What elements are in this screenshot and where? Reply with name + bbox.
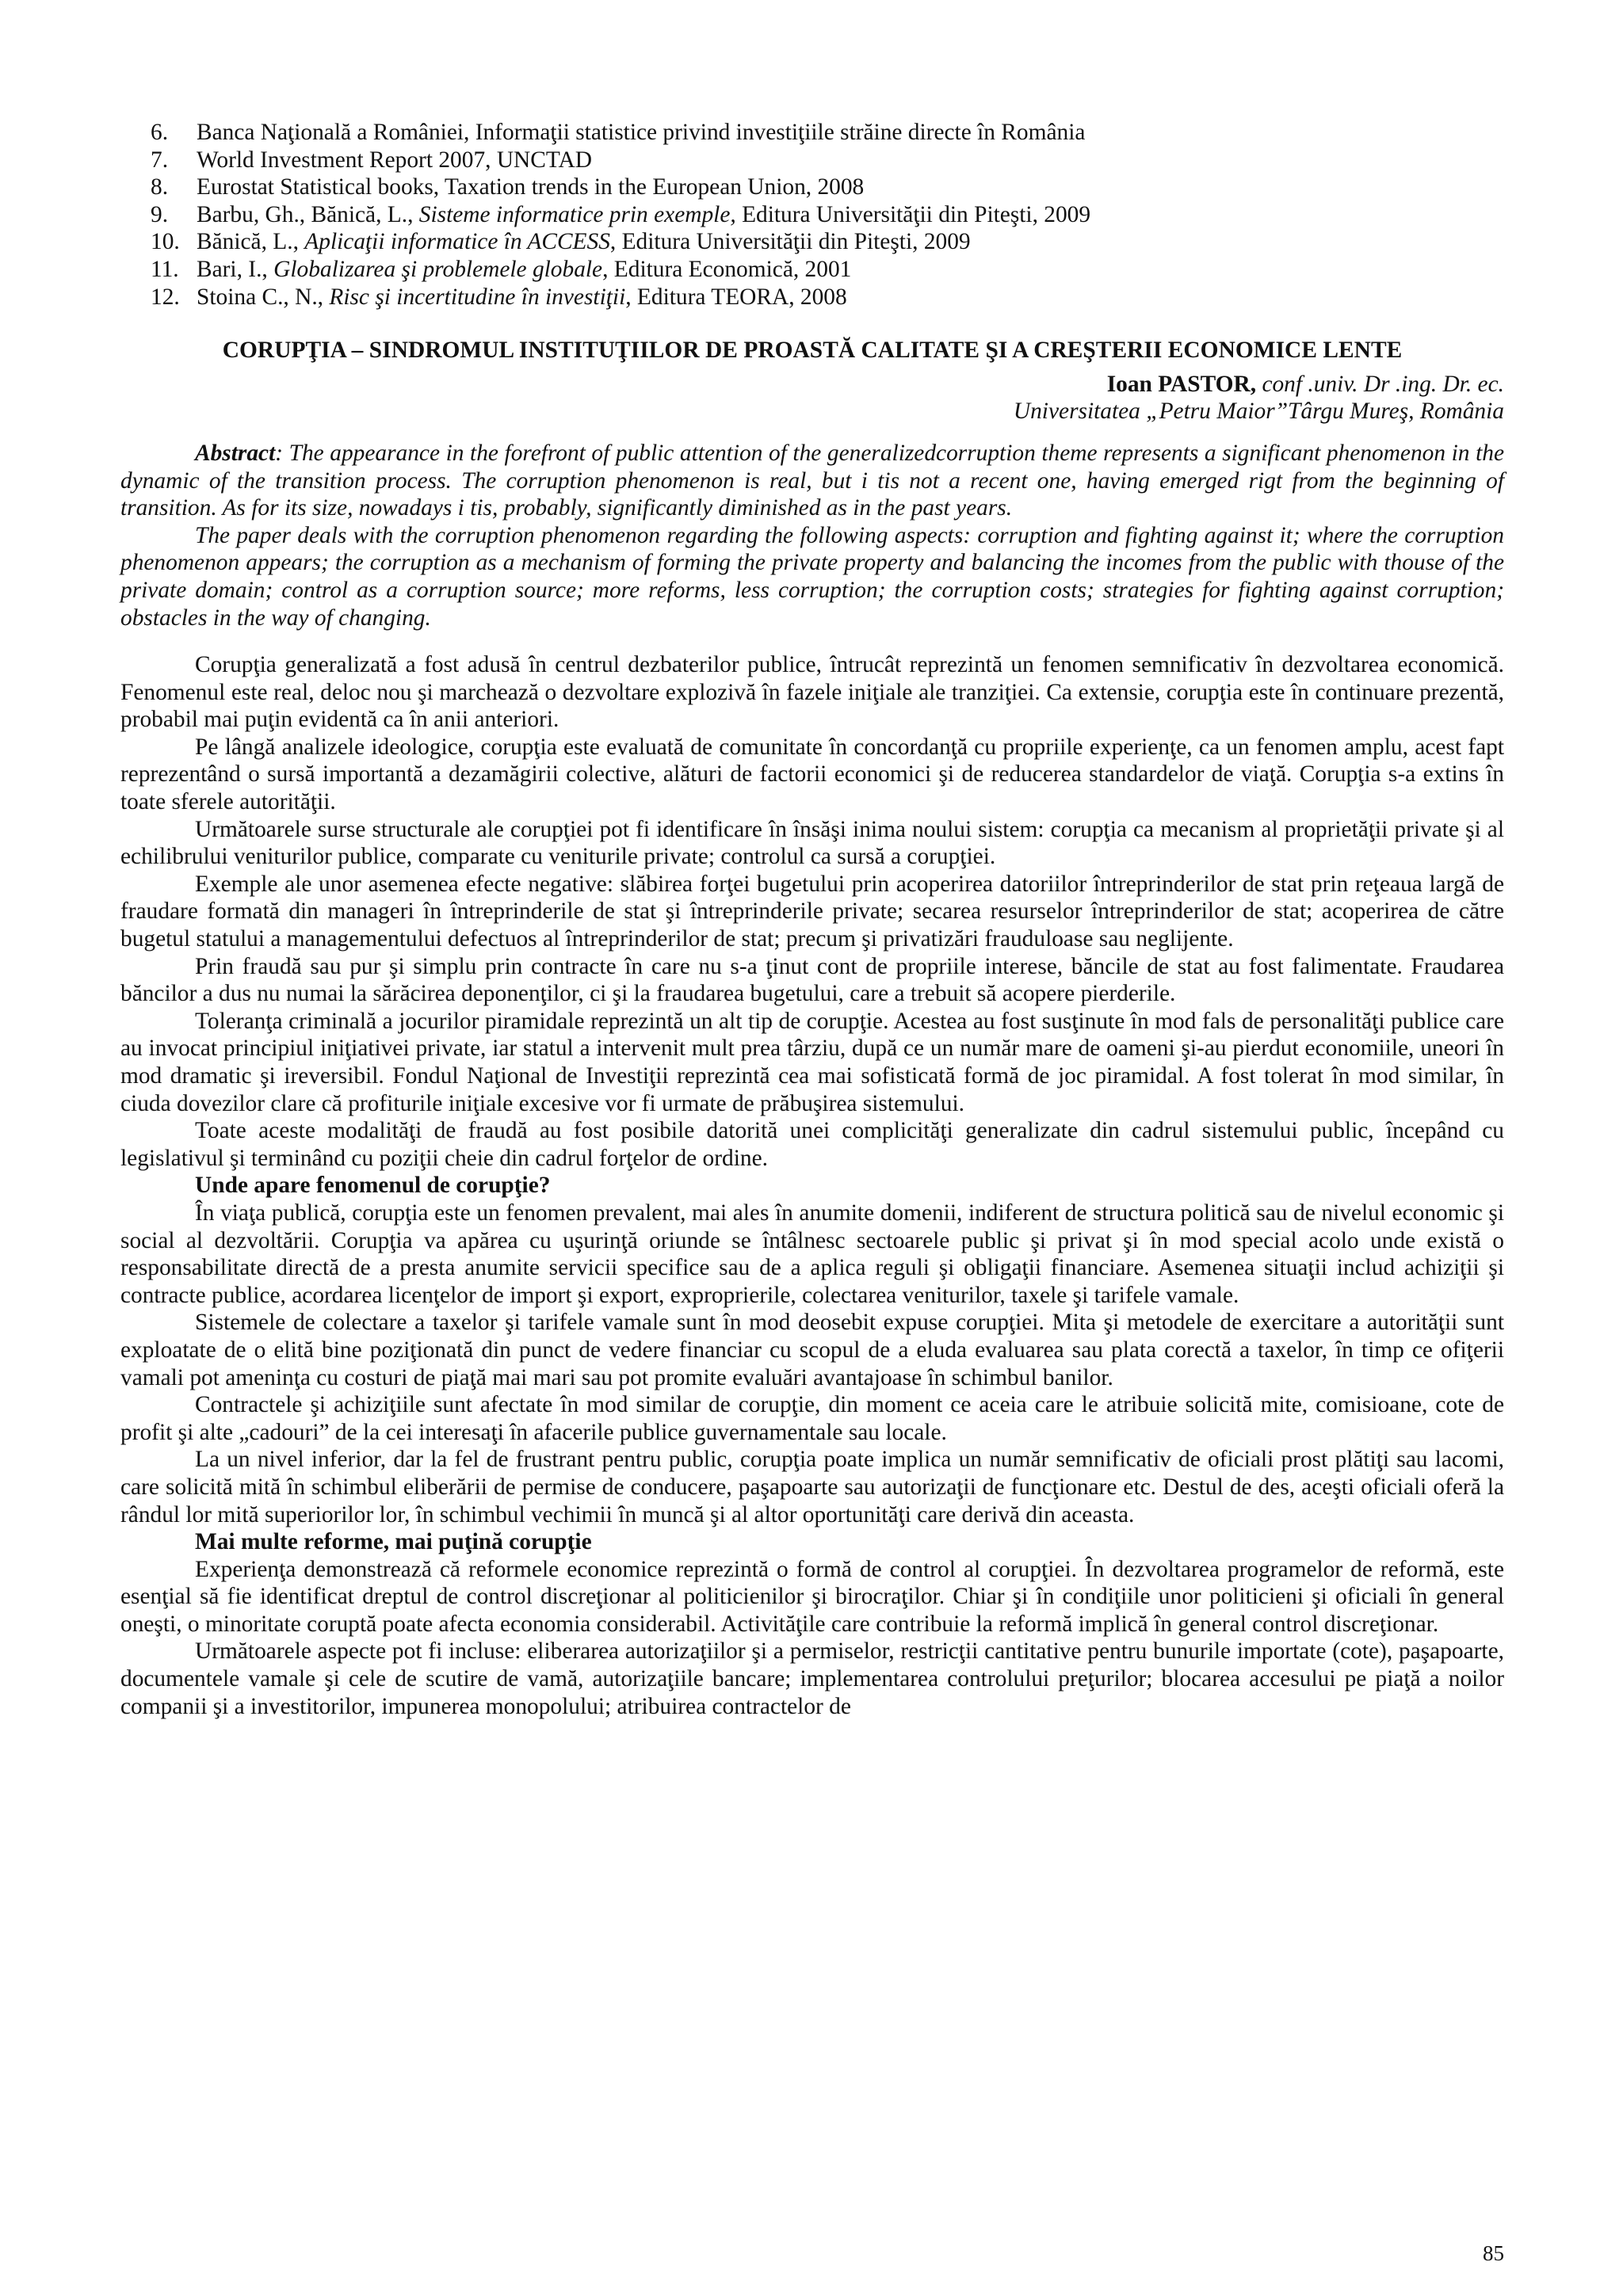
reference-title: Aplicaţii informatice în ACCESS [304, 229, 610, 255]
reference-number: 8. [151, 174, 169, 200]
author-rank: conf .univ. Dr .ing. Dr. ec. [1256, 371, 1504, 397]
reference-item [120, 256, 1504, 284]
reference-authors: Bănică, L., [197, 229, 305, 255]
reference-number: 6. [151, 120, 169, 145]
reference-number: 10. [151, 229, 180, 255]
article-body [120, 651, 1504, 1720]
reference-item [120, 147, 1504, 174]
reference-publisher: , Editura Universităţii din Piteşti, 2009 [609, 229, 971, 255]
reference-item [120, 284, 1504, 311]
reference-title: Risc şi incertitudine în investiţii [329, 284, 626, 310]
author-line [120, 371, 1504, 399]
body-paragraph: Sistemele de colectare a taxelor şi tarifele vamale sunt în mod deosebit expuse corupţiei. Mita şi metodele de exercitare a autorităţii sunt exploatate de o elită bine poziţionată din punct de vedere financiar cu scopul de a eluda evaluarea sau plata corectă a taxelor, în timp ce ofiţerii vamali pot ameninţa cu costuri de piaţă mai mari sau pot promite evaluări avantajoase în schimbul banilor. [120, 1310, 1504, 1390]
body-paragraph: Toleranţa criminală a jocurilor piramidale reprezintă un alt tip de corupţie. Acestea au fost susţinute în mod fals de personalităţi publice care au invocat principiul iniţiativei private, iar statul a intervenit mult prea târziu, după ce un număr mare de oameni şi-au pierdut economiile, uneori în mod dramatic şi ireversibil. Fondul Naţional de Investiţii reprezintă cea mai sofisticată formă de joc piramidal. A fost tolerat în mod similar, în ciuda dovezilor clare că profiturile iniţiale excesive vor fi urmate de prăbuşirea sistemului. [120, 1008, 1504, 1116]
reference-item [120, 174, 1504, 201]
reference-text: Banca Naţională a României, Informaţii statistice privind investiţiile străine directe în România [197, 120, 1086, 145]
body-paragraph: La un nivel inferior, dar la fel de frustrant pentru public, corupţia poate implica un număr semnificativ de oficiali prost plătiţi sau lacomi, care solicită mită în schimbul eliberării de permise de conducere, paşapoarte sau autorizaţii de funcţionare etc. Destul de des, aceşti oficiali oferă la rândul lor mită superiorilor lor, în schimbul vechimii în muncă şi al altor oportunităţi care derivă din aceasta. [120, 1447, 1504, 1527]
reference-text: World Investment Report 2007, UNCTAD [197, 147, 592, 173]
reference-publisher: Editura Universităţii din Piteşti, 2009 [735, 201, 1091, 227]
reference-item [120, 119, 1504, 147]
reference-number: 7. [151, 147, 169, 173]
reference-item [120, 228, 1504, 256]
reference-number: 11. [151, 256, 179, 282]
reference-publisher: , Editura Economică, 2001 [602, 256, 852, 282]
abstract-text: : The appearance in the forefront of public attention of the generalizedcorruption theme represents a significant phenomenon in the dynamic of the transition process. The corruption phenomenon is real, but i tis not a recent one, having emerged rigt from the beginning of transition. As for its size, nowadays i tis, probably, significantly diminished as in the past years. [120, 440, 1504, 521]
reference-authors: Stoina C., N., [197, 284, 330, 310]
reference-title: Sisteme informatice prin exemple, [418, 201, 736, 227]
author-name: Ioan PASTOR, [1106, 371, 1257, 397]
body-paragraph: Corupţia generalizată a fost adusă în centrul dezbaterilor publice, întrucât reprezintă un fenomen semnificativ în dezvoltarea economică. Fenomenul este real, deloc nou şi marchează o dezvoltare explozivă în fazele iniţiale ale tranziţiei. Ca extensie, corupţia este în continuare prezentă, probabil mai puţin evidentă ca în anii anteriori. [120, 652, 1504, 733]
body-paragraph: Contractele şi achiziţiile sunt afectate în mod similar de corupţie, din moment ce aceia care le atribuie solicită mite, comisioane, cote de profit şi alte „cadouri” de la cei interesaţi în afacerile publice guvernamentale sau locale. [120, 1392, 1504, 1445]
page-number: 85 [1483, 2241, 1504, 2265]
document-page [120, 119, 1504, 1720]
reference-publisher: , Editura TEORA, 2008 [625, 284, 847, 310]
reference-authors: Bari, I., [197, 256, 274, 282]
section-heading: Unde apare fenomenul de corupţie? [195, 1173, 551, 1199]
reference-authors: Barbu, Gh., Bănică, L., [197, 201, 419, 227]
abstract-paragraph: The paper deals with the corruption phenomenon regarding the following aspects: corruption and fighting against it; where the corruption phenomenon appears; the corruption as a mechanism of forming the private property and balancing the incomes from the public with thouse of the private domain; control as a corruption source; more reforms, less corruption; the corruption costs; strategies for fighting against corruption; obstacles in the way of changing. [120, 522, 1504, 631]
body-paragraph: Experienţa demonstrează că reformele economice reprezintă o formă de control al corupţiei. În dezvoltarea programelor de reformă, este esenţial să fie identificat dreptul de control discreţionar al politicienilor şi birocraţilor. Chiar şi în condiţiile unor politicieni şi oficiali în general oneşti, o minoritate coruptă poate afecta economia considerabil. Activităţile care contribuie la reformă implică în general control discreţionar. [120, 1556, 1504, 1637]
author-affiliation: Universitatea „Petru Maior”Târgu Mureş, România [1013, 399, 1504, 425]
body-paragraph: În viaţa publică, corupţia este un fenomen prevalent, mai ales în anumite domenii, indiferent de structura politică sau de nivelul economic şi social al dezvoltării. Corupţia va apărea cu uşurinţă oriunde se întâlnesc sectoarele public şi privat şi în mod special acolo unde există o responsabilitate directă de a presta anumite servicii specifice sau de a aplica reguli şi obligaţii financiare. Asemenea situaţii includ achiziţii şi contracte publice, acordarea licenţelor de import şi export, exproprierile, colectarea veniturilor, taxele şi tarifele vamale. [120, 1199, 1504, 1308]
reference-title: Globalizarea şi problemele globale [273, 256, 603, 282]
reference-item [120, 201, 1504, 229]
article-title: CORUPŢIA – SINDROMUL INSTITUŢIILOR DE PROASTĂ CALITATE ŞI A CREŞTERII ECONOMICE LENTE [222, 338, 1403, 364]
body-paragraph: Pe lângă analizele ideologice, corupţia este evaluată de comunitate în concordanţă cu propriile experienţe, ca un fenomen amplu, acest fapt reprezentând o sursă importantă a dezamăgirii colective, alături de factorii economici şi de reducerea standardelor de viaţă. Corupţia s-a extins în toate sferele autorităţii. [120, 734, 1504, 815]
reference-list [120, 119, 1504, 311]
abstract-paragraph [120, 440, 1504, 522]
reference-number: 12. [151, 284, 180, 310]
body-paragraph: Următoarele aspecte pot fi incluse: eliberarea autorizaţiilor şi a permiselor, restricţii cantitative pentru bunurile importate (cote), paşapoarte, documentele vamale şi cele de scutire de vamă, autorizaţiile bancare; implementarea controlului preţurilor; blocarea accesului pe piaţă a noilor companii şi a investitorilor, impunerea monopolului; atribuirea contractelor de [120, 1638, 1504, 1719]
body-paragraph: Exemple ale unor asemenea efecte negative: slăbirea forţei bugetului prin acoperirea datoriilor întreprinderilor de stat prin reţeaua largă de fraudare formată din manageri în întreprinderile de stat şi întreprinderile private; secarea resurselor întreprinderilor de stat; acoperirea de către bugetul statului a managementului defectuos al întreprinderilor de stat; precum şi privatizări frauduloase sau neglijente. [120, 871, 1504, 952]
abstract-label: Abstract [195, 440, 276, 466]
abstract [120, 440, 1504, 631]
reference-number: 9. [151, 201, 169, 227]
reference-text: Eurostat Statistical books, Taxation trends in the European Union, 2008 [197, 174, 865, 200]
section-heading: Mai multe reforme, mai puţină corupţie [195, 1529, 592, 1555]
body-paragraph: Toate aceste modalităţi de fraudă au fost posibile datorită unei complicităţi generalizate din cadrul sistemului public, începând cu legislativul şi terminând cu poziţii cheie din cadrul forţelor de ordine. [120, 1118, 1504, 1171]
body-paragraph: Prin fraudă sau pur şi simplu prin contracte în care nu s-a ţinut cont de propriile interese, băncile de stat au fost falimentate. Fraudarea băncilor a dus nu numai la sărăcirea deponenţilor, ci şi la fraudarea bugetului, care a trebuit să acopere pierderile. [120, 953, 1504, 1007]
body-paragraph: Următoarele surse structurale ale corupţiei pot fi identificare în însăşi inima noului sistem: corupţia ca mecanism al proprietăţii private şi al echilibrului veniturilor publice, comparate cu veniturile private; controlul ca sursă a corupţiei. [120, 816, 1504, 870]
